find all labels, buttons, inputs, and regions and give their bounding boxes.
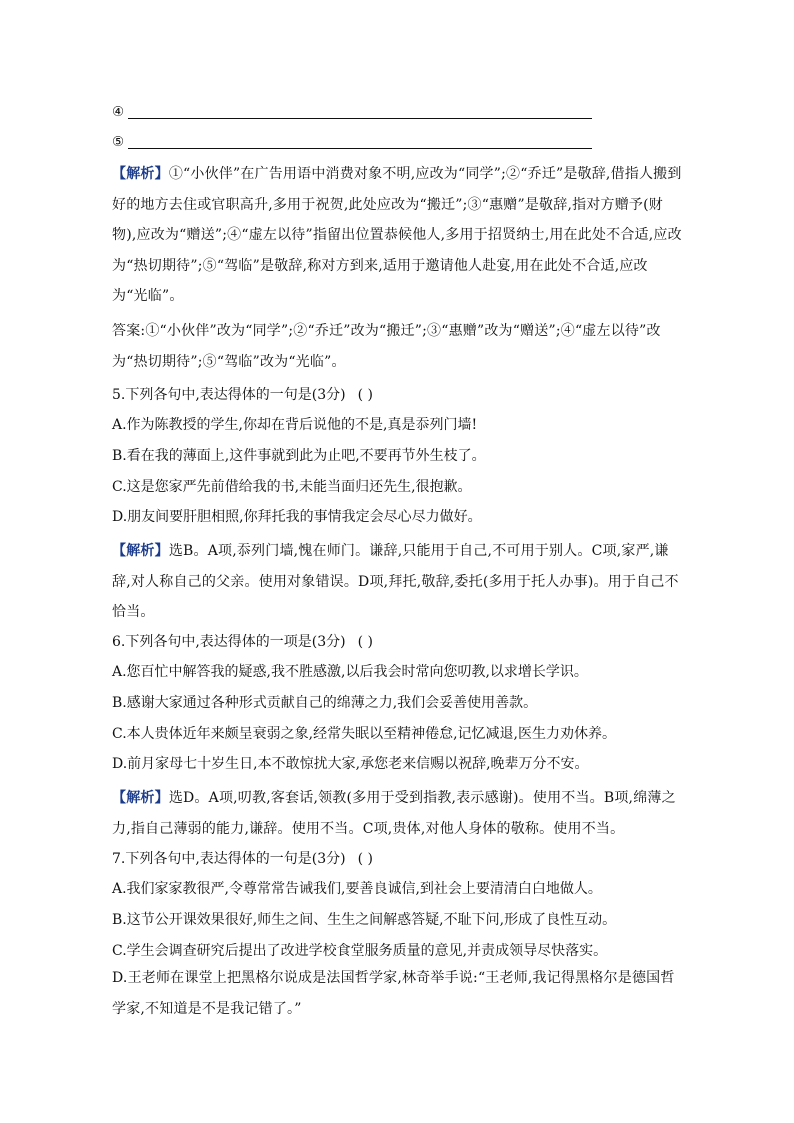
option-text: D.王老师在课堂上把黑格尔说成是法国哲学家,林奇举手说:“王老师,我记得黑格尔是德国哲学家,不知道是不是我记错了。” (112, 970, 675, 1017)
analysis-text: 选B。A项,忝列门墙,愧在师门。谦辞,只能用于自己,不可用于别人。C项,家严,谦辞,对人称自己的父亲。使用对象错误。D项,拜托,敬辞,委托(多用于托人办事)。用于自己不恰当。 (112, 543, 679, 620)
question-7-stem (112, 849, 682, 869)
question-7-option-a: A.我们家家教很严,令尊常常告诫我们,要善良诚信,到社会上要清清白白地做人。 (112, 881, 602, 897)
blank-number-4: ④ (112, 104, 125, 120)
answer-paren: ( ) (357, 634, 374, 650)
question-5-option-a: A.作为陈教授的学生,你却在背后说他的不是,真是忝列门墙! (112, 417, 478, 433)
answer-paren: ( ) (357, 387, 374, 403)
blank-number-5: ⑤ (112, 134, 125, 150)
question-stem-text: 7.下列各句中,表达得体的一句是(3分) (112, 851, 346, 867)
analysis-q4 (112, 159, 682, 312)
question-6-option-d: D.前月家母七十岁生日,本不敢惊扰大家,承您老来信赐以祝辞,晚辈万分不安。 (112, 756, 589, 772)
question-6-stem (112, 632, 682, 652)
answer-text: 答案:①“小伙伴”改为“同学”;②“乔迁”改为“搬迁”;③“惠赠”改为“赠送”;④“虚左以待”改为“热切期待”;⑤“驾临”改为“光临”。 (112, 323, 661, 370)
question-7-option-d (112, 963, 682, 1024)
answer-paren: ( ) (357, 851, 374, 867)
question-6-option-b: B.感谢大家通过各种形式贡献自己的绵薄之力,我们会妥善使用善款。 (112, 695, 538, 711)
question-stem-text: 6.下列各句中,表达得体的一项是(3分) (112, 634, 346, 650)
question-7-option-b: B.这节公开课效果很好,师生之间、生生之间解惑答疑,不耻下问,形成了良性互动。 (112, 912, 617, 928)
analysis-tag: 【解析】 (112, 543, 169, 559)
question-7-option-c: C.学生会调查研究后提出了改进学校食堂服务质量的意见,并责成领导尽快落实。 (112, 943, 608, 959)
answer-blank-4[interactable] (112, 102, 592, 122)
analysis-tag: 【解析】 (112, 790, 169, 806)
question-5-stem (112, 385, 682, 405)
question-5-option-b: B.看在我的薄面上,这件事就到此为止吧,不要再节外生枝了。 (112, 448, 486, 464)
question-6-option-a: A.您百忙中解答我的疑惑,我不胜感激,以后我会时常向您叨教,以求增长学识。 (112, 664, 588, 680)
question-stem-text: 5.下列各句中,表达得体的一句是(3分) (112, 387, 346, 403)
answer-q4 (112, 316, 682, 377)
question-6-option-c: C.本人贵体近年来颇呈衰弱之象,经常失眠以至精神倦怠,记忆减退,医生力劝休养。 (112, 726, 617, 742)
analysis-text: ①“小伙伴”在广告用语中消费对象不明,应改为“同学”;②“乔迁”是敬辞,借指人搬到好的地方去住或官职高升,多用于祝贺,此处应改为“搬迁”;③“惠赠”是敬辞,指对方赠予(财物),应改为“赠送”;④“虚左以待”指留出位置恭候他人,多用于招贤纳士,用在此处不合适,应改为“热切期待”;⑤“驾临”是敬辞,称对方到来,适用于邀请他人赴宴,用在此处不合适,应改为“光临”。 (112, 166, 682, 304)
analysis-text: 选D。A项,叨教,客套话,领教(多用于受到指教,表示感谢)。使用不当。B项,绵薄之力,指自己薄弱的能力,谦辞。使用不当。C项,贵体,对他人身体的敬称。使用不当。 (112, 790, 676, 837)
question-5-option-c: C.这是您家严先前借给我的书,未能当面归还先生,很抱歉。 (112, 479, 472, 495)
analysis-q6 (112, 783, 682, 844)
blank-underline (128, 118, 592, 119)
blank-underline (128, 148, 592, 149)
analysis-q5 (112, 536, 682, 628)
answer-blank-5[interactable] (112, 132, 592, 152)
question-5-option-d: D.朋友间要肝胆相照,你拜托我的事情我定会尽心尽力做好。 (112, 509, 482, 525)
analysis-tag: 【解析】 (112, 166, 169, 182)
